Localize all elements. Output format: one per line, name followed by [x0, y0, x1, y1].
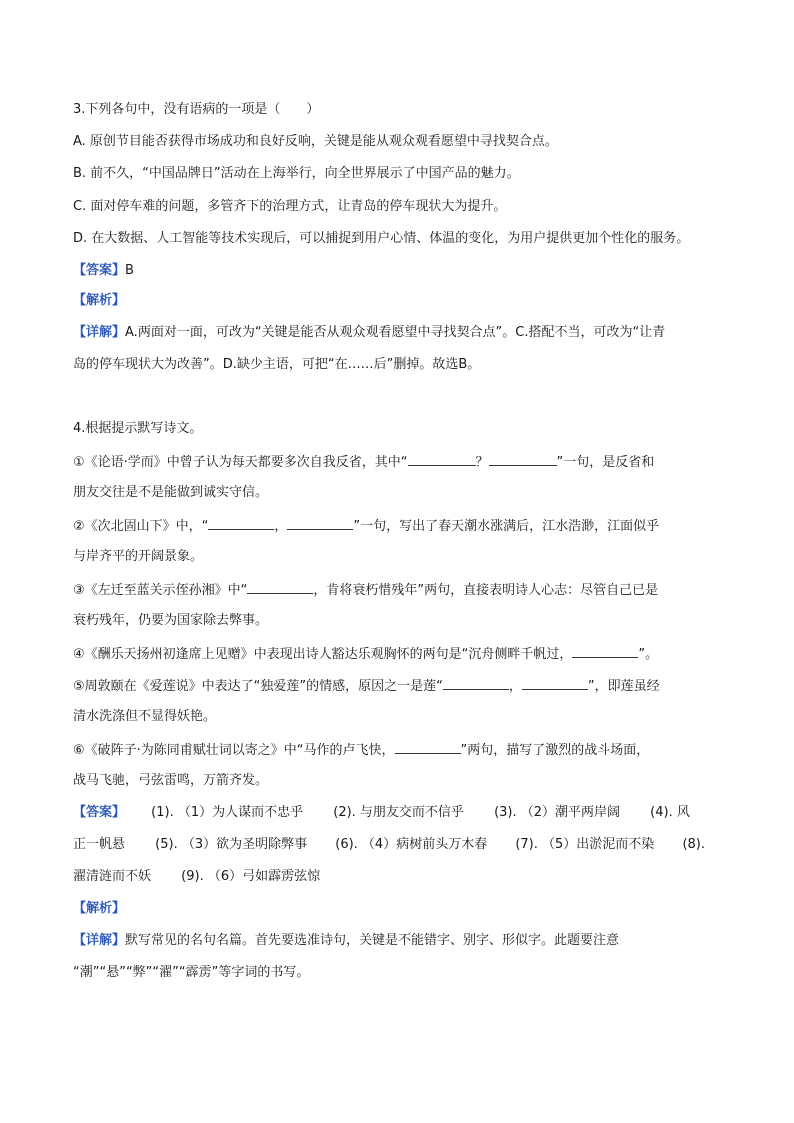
q4-item-5-text-b: ”，即莲虽经	[587, 679, 660, 694]
q4-item-4-text-a: ④《酬乐天扬州初逢席上见赠》中表现出诗人豁达乐观胸怀的两句是“沉舟侧畔千帆过，	[73, 647, 573, 662]
q4-item-2	[73, 515, 659, 537]
answer-item-6: (6). （4）病树前头万木春	[335, 837, 488, 852]
q4-item-5-comma: ，	[508, 679, 522, 694]
answer-blank	[489, 451, 557, 466]
answer-blank	[408, 451, 476, 466]
q4-item-6-text-a: ⑥《破阵子·为陈同甫赋壮词以寄之》中“马作的卢飞快，	[73, 743, 395, 758]
answer-item-8-label: (8).	[682, 837, 705, 852]
q3-analysis-line	[73, 291, 125, 311]
answer-item-7: (7). （5）出淤泥而不染	[515, 837, 655, 852]
q4-item-1-qmark: ？	[475, 455, 489, 470]
q4-detail-line-2: “潮”“悬”“弊”“濯”“霹雳”等字词的书写。	[73, 965, 310, 980]
q4-item-4-text-b: ”。	[638, 647, 659, 662]
q3-detail-line-2: 岛的停车现状大为改善”。D.缺少主语，可把“在……后”删掉。故选B。	[73, 357, 481, 372]
q4-answer-row-2	[73, 835, 705, 855]
q3-detail-line-1	[73, 323, 665, 343]
q4-item-5	[73, 675, 660, 697]
q4-item-2-comma: ，	[274, 519, 288, 534]
q4-item-1	[73, 451, 654, 473]
q4-item-1-text-a: ①《论语·学而》中曾子认为每天都要多次自我反省，其中“	[73, 455, 408, 470]
answer-item-2: (2). 与朋友交而不信乎	[333, 805, 464, 820]
q4-stem: 4.根据提示默写诗文。	[73, 421, 203, 436]
answer-item-1: (1). （1）为人谋而不忠乎	[151, 805, 304, 820]
answer-blank	[247, 579, 313, 594]
q4-item-2-text-b: ”一句，写出了春天潮水涨满后，江水浩渺，江面似乎	[353, 519, 660, 534]
q4-item-3	[73, 579, 658, 601]
q4-item-6-text-b: ”两句，描写了激烈的战斗场面，	[460, 743, 650, 758]
q4-item-5-text-a: ⑤周敦颐在《爱莲说》中表达了“独爱莲”的情感，原因之一是莲“	[73, 679, 443, 694]
answer-item-4: (4). 风	[650, 805, 690, 820]
answer-item-5: (5). （3）欲为圣明除弊事	[155, 837, 308, 852]
analysis-tag: 【解析】	[73, 901, 126, 916]
q4-item-6-cont: 战马飞驰，弓弦雷鸣，万箭齐发。	[73, 773, 269, 788]
q4-item-1-text-b: ”一句，是反省和	[556, 455, 655, 470]
answer-item-4-cont: 正一帆悬	[73, 837, 126, 852]
answer-item-3: (3). （2）潮平两岸阔	[494, 805, 621, 820]
answer-blank	[522, 675, 588, 690]
q4-item-1-cont: 朋友交往是不是能做到诚实守信。	[73, 485, 269, 500]
q4-item-6	[73, 739, 649, 761]
detail-tag: 【详解】	[73, 933, 126, 948]
q3-answer-line	[73, 261, 134, 281]
answer-blank	[208, 515, 274, 530]
answer-blank	[572, 643, 638, 658]
q4-item-2-text-a: ②《次北固山下》中，“	[73, 519, 209, 534]
q4-item-3-text-a: ③《左迁至蓝关示侄孙湘》中“	[73, 583, 248, 598]
q4-item-5-cont: 清水洗涤但不显得妖艳。	[73, 709, 217, 724]
analysis-tag: 【解析】	[73, 293, 126, 308]
detail-tag: 【详解】	[73, 325, 126, 340]
answer-blank	[395, 739, 461, 754]
q3-option-b: B. 前不久，“中国品牌日”活动在上海举行，向全世界展示了中国产品的魅力。	[73, 166, 520, 181]
q4-item-2-cont: 与岸齐平的开阔景象。	[73, 549, 204, 564]
q4-detail-text-1: 默写常见的名句名篇。首先要选准诗句，关键是不能错字、别字、形似字。此题要注意	[125, 933, 620, 948]
q4-answer-row-1	[73, 803, 690, 823]
answer-tag: 【答案】	[73, 263, 126, 278]
answer-blank	[287, 515, 353, 530]
q3-detail-text-1: A.两面对一面，可改为“关键是能否从观众观看愿望中寻找契合点”。C.搭配不当，可改为“让青	[125, 325, 666, 340]
q4-item-3-cont: 衰朽残年，仍要为国家除去弊事。	[73, 613, 269, 628]
q4-item-3-text-b: ，肯将衰朽惜残年”两句，直接表明诗人心志：尽管自己已是	[313, 583, 659, 598]
q3-option-d: D. 在大数据、人工智能等技术实现后，可以捕捉到用户心情、体温的变化，为用户提供更加个性化的服务。	[73, 231, 690, 246]
q4-analysis-line	[73, 899, 125, 919]
answer-blank	[443, 675, 509, 690]
q4-item-4	[73, 643, 658, 665]
q4-detail-line-1	[73, 931, 619, 951]
answer-tag: 【答案】	[73, 805, 126, 820]
q3-stem: 3.下列各句中，没有语病的一项是（ ）	[73, 102, 320, 117]
q3-option-c: C. 面对停车难的问题，多管齐下的治理方式，让青岛的停车现状大为提升。	[73, 199, 507, 214]
q3-answer-value: B	[125, 263, 134, 278]
answer-item-8: 濯清涟而不妖	[73, 869, 152, 884]
q3-option-a: A. 原创节目能否获得市场成功和良好反响，关键是能从观众观看愿望中寻找契合点。	[73, 134, 558, 149]
answer-item-9: (9). （6）弓如霹雳弦惊	[181, 869, 321, 884]
q4-answer-row-3	[73, 867, 320, 887]
